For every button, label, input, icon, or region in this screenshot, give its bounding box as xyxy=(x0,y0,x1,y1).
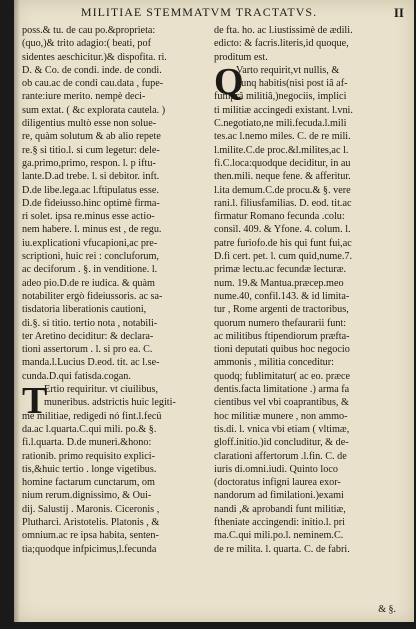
text-line: nunq habitis(nisi post iâ af- xyxy=(236,78,348,90)
text-line: ob cau.ac de condi cau.data , fupe- xyxy=(22,78,164,90)
text-line: tis,&huic tertio . longe vigetibus. xyxy=(22,463,157,475)
text-line: dij. Salustij . Maronis. Ciceronis , xyxy=(22,503,160,515)
text-line: Plutharci. Aristotelis. Platonis , & xyxy=(22,516,160,528)
page-number: II xyxy=(393,5,404,20)
text-line: fi.l.quarta. D.de muneri.&hono: xyxy=(22,437,152,449)
text-line: D. & Co. de condi. inde. de condi. xyxy=(22,64,162,76)
text-line: manda.l.Lucius D.eod. tit. ac l.se- xyxy=(22,357,160,369)
text-line: nium rerum.dignissimo, & Oui- xyxy=(22,490,152,502)
page-header xyxy=(24,5,404,23)
text-line: C.negotiato,ne mili.fecuda.l.mili xyxy=(214,118,347,130)
text-line: num. 19.& Mantua.præcep.meo xyxy=(214,277,344,289)
text-line: notabiliter ergò fideiussoris. ac sa- xyxy=(22,290,163,302)
text-line: ti militiæ accingedi existant. l.vni. xyxy=(214,104,353,116)
text-line: quorum numero thefaurarii funt: xyxy=(214,317,347,329)
book-page xyxy=(14,0,414,622)
text-line: nandorum ad fimilationi.)exami xyxy=(214,490,344,502)
left-paragraph-1 xyxy=(22,24,202,383)
text-line: ftheniate accingendi: initio.l. pri xyxy=(214,516,345,528)
text-line: de fta. ho. ac l.iustissimè de ædili. xyxy=(214,25,353,36)
text-line: consil. 409. & Yfone. 4. colum. l. xyxy=(214,224,351,236)
text-line: tioni deputati quibus hoc negocio xyxy=(214,344,350,356)
text-line: tes.ac l.nemo miles. C. de re mili. xyxy=(214,131,351,143)
text-line: lante.D.ad trebe. l. si debitor. inft. xyxy=(22,171,160,183)
page-gutter-shadow xyxy=(14,0,20,622)
text-line: tur , Rome argenti de tractoribus, xyxy=(214,304,349,316)
text-line: ri solet. ipsa re.minus esse actio- xyxy=(22,211,155,223)
text-line: di.§. si titio. tertio nota , notabili- xyxy=(22,317,158,329)
text-line: cunda.D.qui fatisda.cogan. xyxy=(22,370,131,382)
text-line: de re milita. l. quarta. C. de fabri. xyxy=(214,543,350,555)
left-paragraph-2 xyxy=(22,380,202,556)
text-line: diligentius multò esse non solue- xyxy=(22,118,157,130)
text-line: (doctoratus infigni laurea exor- xyxy=(214,477,341,489)
text-line: muneribus. adstrictis huic legiti- xyxy=(44,397,176,409)
text-line: tioni assertorum . l. si pro ea. C. xyxy=(22,344,153,356)
text-line: l.milite.C.de proc.&l.milites,ac l. xyxy=(214,144,349,156)
text-line: rani.l. filiusfamilias. D. eod. tit.ac xyxy=(214,197,352,209)
right-column xyxy=(214,24,402,556)
text-line: clarationi affertorum .l.fin. C. de xyxy=(214,450,347,462)
text-line: omnium.ac re ipsa habita, senten- xyxy=(22,530,159,542)
text-line: cientibus vel vbi coaprantibus, & xyxy=(214,397,349,409)
text-line: nem habere. l. minus est , de regu. xyxy=(22,224,162,236)
text-line: dentis.facta limitatione .) arma fa xyxy=(214,384,350,396)
text-line: me militiae, redigedi nó fint.l.fecü xyxy=(22,410,162,422)
text-line: l.ita demum.C.de procu.& §. vere xyxy=(214,184,351,196)
text-line: da.ac l.quarta.C.qui mili. po.& §. xyxy=(22,423,157,435)
text-line: quodq; fublimitatur( ac eo. præce xyxy=(214,370,351,382)
text-line: re.§ si titio.l. si cum legetur: dele- xyxy=(22,144,160,156)
catchword: & §. xyxy=(378,604,396,615)
text-line: D.de libe.lega.ac l.ftipulatus esse. xyxy=(22,184,159,196)
text-line: tisdatoria liberationis cautioni, xyxy=(22,304,147,316)
text-line: ga.primo,primo, respon. l. p iftu- xyxy=(22,157,156,169)
text-line: ac deciforum . §. in venditione. l. xyxy=(22,264,158,276)
text-line: homine factarum cunctarum, om xyxy=(22,477,155,489)
text-line: scriptioni, huic rei : concluforum, xyxy=(22,251,159,263)
text-line: hoc militiæ munere , non ammo- xyxy=(214,410,348,422)
text-line: firmatur Romano fecunda .colu: xyxy=(214,211,345,223)
text-line: patre furiofo.de his qui funt fui,ac xyxy=(214,237,352,249)
text-line: fi.C.loca:quodque deciditur, in au xyxy=(214,157,351,169)
text-line: nume.40, confil.143. & id limita- xyxy=(214,290,350,302)
text-line: rationib. primo requisito explici- xyxy=(22,450,155,462)
text-line: tia;quodque infpicimus,l.fecunda xyxy=(22,543,157,555)
text-line: proditum est. xyxy=(214,51,268,63)
text-line: fumprâ militiâ,)negociis, implici xyxy=(214,91,347,103)
text-line: sidentes aeschicitur.)& dispofita. ri. xyxy=(22,51,167,63)
dropcap-q: Q xyxy=(214,60,244,103)
left-column xyxy=(22,24,202,556)
text-line: then.mili. neque fene. & afferitur. xyxy=(214,171,351,183)
text-line: ma.C.qui mili.po.l. neminem.C. xyxy=(214,530,344,542)
text-line: re, quàm solutum & ab alio repete xyxy=(22,131,161,143)
right-paragraph-1 xyxy=(214,24,402,64)
text-line: nandi ,& aprobandi funt militiæ, xyxy=(214,503,346,515)
text-line: adeo pio.D.de re iudica. & quàm xyxy=(22,277,155,289)
text-line: Varto requirit,vt nullis, & xyxy=(236,64,340,76)
text-line: ac militibus ftipendiorum præfta- xyxy=(214,330,350,342)
text-line: D.fi cert. pet. l. cum quid,nume.7. xyxy=(214,251,353,263)
text-line: iuris di.omni.iudi. Quinto loco xyxy=(214,463,338,475)
text-line: ammonis , militia conceditur: xyxy=(214,357,334,369)
text-line: sum extat. ( &c explorata cautela. ) xyxy=(22,104,166,116)
dropcap-t: T xyxy=(22,380,48,423)
text-line: D.de fideiusso.hinc optimè firma- xyxy=(22,197,160,209)
text-line: ter Aretino deciditur: & declara- xyxy=(22,330,154,342)
text-line: (quo,)& trito adagio:( beati, pof xyxy=(22,38,152,50)
text-line: iu.explicationi vfucapioni,ac pre- xyxy=(22,237,158,249)
text-line: primæ lectu.ac fecundæ lecturæ. xyxy=(214,264,347,276)
text-line: poss.& tu. de cau po.&proprieta: xyxy=(22,25,156,36)
text-line: rante:iure merito. nempè deci- xyxy=(22,91,146,103)
text-line: gloff.initio.)id concluditur, & de- xyxy=(214,437,349,449)
text-line: edicto: & facris.literis,id quoque, xyxy=(214,38,349,50)
text-line: tis.di. l. vnica vbi etiam ( vltimæ, xyxy=(214,423,350,435)
running-head: MILITIAE STEMMATVM TRACTATVS. xyxy=(80,5,318,19)
right-paragraph-2 xyxy=(214,60,402,556)
text-line: Ertio requiritur. vt ciuilibus, xyxy=(44,384,159,396)
